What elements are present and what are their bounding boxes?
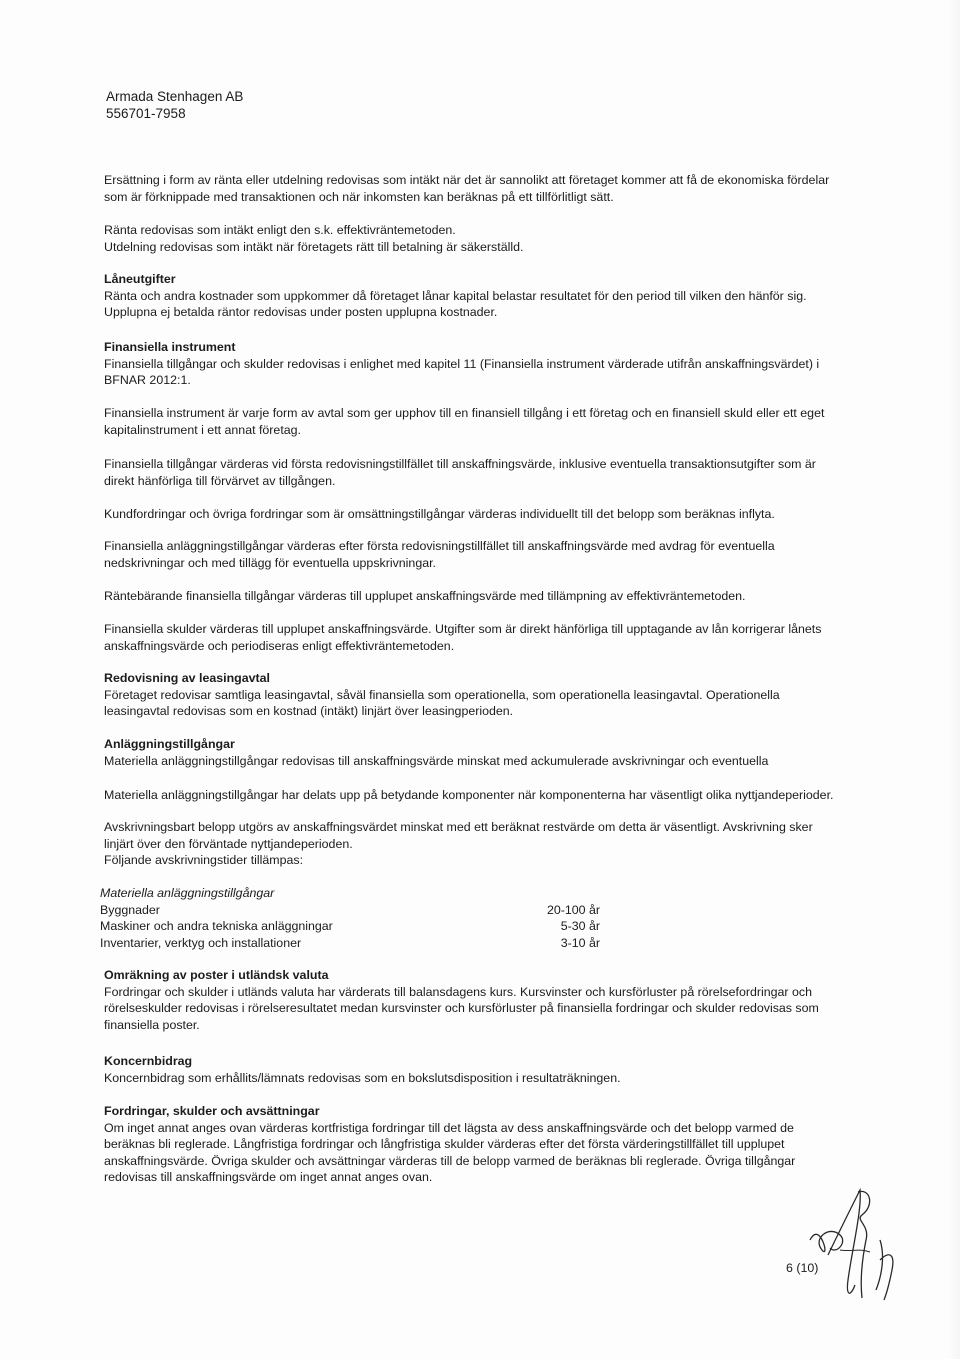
depreciation-row [100,902,600,919]
finansiella-paragraph-3 [104,456,864,489]
body-line: Koncernbidrag som erhållits/lämnats redovisas som en bokslutsdisposition i resultaträkningen. [104,1070,621,1085]
document-header [106,88,243,122]
depreciation-row [100,935,600,952]
body-line: redovisas till anskaffningsvärde om inget annat anges ovan. [104,1170,433,1184]
section-heading: Låneutgifter [104,272,176,286]
company-name: Armada Stenhagen AB [106,89,244,104]
anlaggning-paragraph-3 [104,819,864,869]
body-line: finansiella poster. [104,1017,200,1032]
intro-line: Ränta redovisas som intäkt enligt den s.k. effektivräntemetoden. [104,223,456,237]
page-number: 6 (10) [786,1261,819,1275]
body-line: Kundfordringar och övriga fordringar som är omsättningstillgångar värderas individuellt till det belopp som beräknas inflyta. [104,507,775,521]
body-line: Upplupna ej betalda räntor redovisas under posten upplupna kostnader. [104,305,498,319]
body-line: Finansiella tillgångar värderas vid första redovisningstillfället till anskaffningsvärde, inklusive eventuella transaktionsutgifter som är [104,457,816,471]
fordringar-section [104,1103,864,1186]
body-line: Materiella anläggningstillgångar redovisas till anskaffningsvärde minskat med ackumulerade avskrivningar och eventuella [104,753,769,768]
finansiella-paragraph-6 [104,588,864,605]
body-line: Följande avskrivningstider tillämpas: [104,853,304,867]
body-line: Finansiella skulder värderas till upplupet anskaffningsvärde. Utgifter som är direkt hänförliga till upptagande av lån korrigerar lånets [104,622,822,636]
body-line: beräknas bli reglerade. Långfristiga fordringar och långfristiga skulder värderas efter det första värderingstillfället till upplupet [104,1137,785,1151]
body-line: Avskrivningsbart belopp utgörs av anskaffningsvärdet minskat med ett beräknat restvärde om detta är väsentligt. Avskrivning sker [104,820,813,834]
body-line: Ränta och andra kostnader som uppkommer då företaget lånar kapital belastar resultatet för den period till vilken den hänför sig. [104,288,807,303]
section-heading: Omräkning av poster i utländsk valuta [104,968,329,982]
org-number: 556701-7958 [106,106,186,121]
body-line: anskaffningsvärde och periodiseras enligt effektivräntemetoden. [104,638,455,653]
ranta-paragraph [104,222,864,255]
section-heading: Fordringar, skulder och avsättningar [104,1104,320,1118]
anlaggning-section [104,736,864,769]
section-heading: Anläggningstillgångar [104,737,235,751]
body-line: Fordringar och skulder i utländs valuta har värderats till balansdagens kurs. Kursvinster och kursförluster på rörelsefordringar och [104,984,812,999]
finansiella-paragraph-4 [104,506,864,523]
body-line: Materiella anläggningstillgångar har delats upp på betydande komponenter när komponenterna har väsentligt olika nyttjandeperioder. [104,788,834,802]
body-line: Finansiella tillgångar och skulder redovisas i enlighet med kapitel 11 (Finansiella instrument värderade utifrån anskaffningsvärdet) i [104,356,820,371]
intro-line: Utdelning redovisas som intäkt när företagets rätt till betalning är säkerställd. [104,239,524,254]
depreciation-label: Byggnader [100,902,160,917]
laneutgifter-section [104,271,864,321]
depreciation-table-title: Materiella anläggningstillgångar [100,886,275,900]
body-line: BFNAR 2012:1. [104,373,191,387]
depreciation-label: Maskiner och andra tekniska anläggningar [100,919,333,933]
section-heading: Finansiella instrument [104,340,236,354]
body-line: anskaffningsvärde. Övriga skulder och avsättningar värderas till de belopp varmed de beräknas bli reglerade. Övriga tillgångar [104,1153,796,1168]
omrakning-section [104,967,864,1033]
anlaggning-paragraph-2 [104,787,864,804]
finansiella-paragraph-7 [104,621,864,654]
depreciation-value: 5-30 år [560,919,600,933]
depreciation-label: Inventarier, verktyg och installationer [100,935,302,950]
body-line: nedskrivningar och med tillägg för eventuella uppskrivningar. [104,555,436,570]
body-line: direkt hänförliga till förvärvet av tillgången. [104,473,336,488]
section-heading: Koncernbidrag [104,1054,193,1068]
scan-edge-shadow [948,0,960,1359]
finansiella-paragraph-2 [104,405,864,438]
body-line: Om inget annat anges ovan värderas kortfristiga fordringar till det lägsta av dess anskaffningsvärde och det belopp varmed de [104,1120,794,1135]
leasing-section [104,670,864,720]
koncernbidrag-section [104,1053,864,1086]
intro-line: Ersättning i form av ränta eller utdelning redovisas som intäkt när det är sannolikt att företaget kommer att få de ekonomiska fördelar [104,173,830,187]
body-line: Finansiella anläggningstillgångar värderas efter första redovisningstillfället till anskaffningsvärde med avdrag för eventuella [104,539,775,553]
body-line: Räntebärande finansiella tillgångar värderas till upplupet anskaffningsvärde med tillämpning av effektivräntemetoden. [104,589,746,603]
handwritten-signature [800,1180,910,1310]
body-line: Företaget redovisar samtliga leasingavtal, såväl finansiella som operationella, som operationella leasingavtal. Operationella [104,687,780,702]
section-heading: Redovisning av leasingavtal [104,671,270,685]
depreciation-table [100,885,600,951]
body-line: rörelseskulder redovisas i rörelseresultatet medan kursvinster och kursförluster på finansiella fordringar och skulder redovisas som [104,1001,819,1015]
body-line: linjärt över den förväntade nyttjandeperioden. [104,836,353,851]
body-line: kapitalinstrument i ett annat företag. [104,422,301,437]
intro-line: som är förknippade med transaktionen och när inkomsten kan beräknas på ett tillförlitligt sätt. [104,189,614,204]
intro-paragraph [104,172,864,205]
body-line: leasingavtal redovisas som en kostnad (intäkt) linjärt över leasingperioden. [104,704,514,718]
depreciation-value: 3-10 år [560,935,600,950]
finansiella-section [104,339,864,389]
depreciation-row [100,918,600,935]
depreciation-value: 20-100 år [546,902,600,917]
body-line: Finansiella instrument är varje form av avtal som ger upphov till en finansiell tillgång i ett företag och en finansiell skuld eller ett eget [104,406,825,420]
finansiella-paragraph-5 [104,538,864,571]
